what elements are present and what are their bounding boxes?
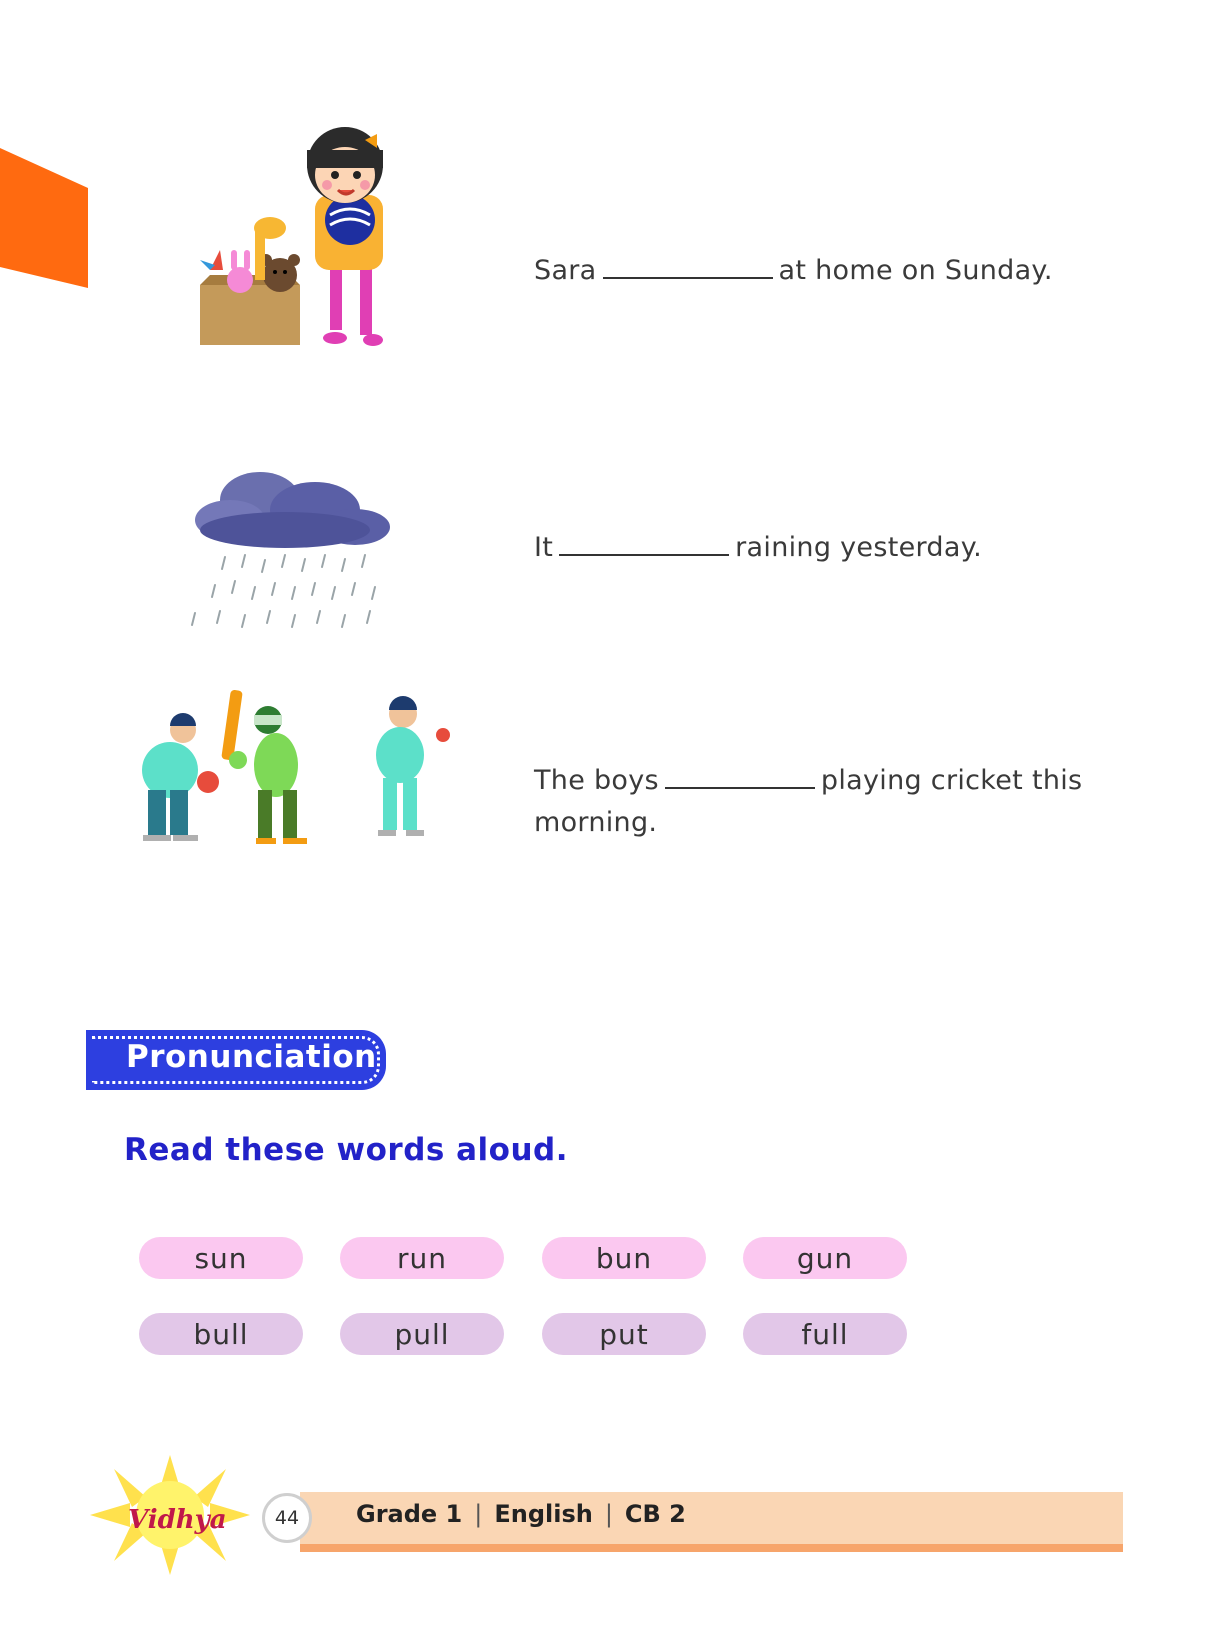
word-pill: bull — [139, 1313, 303, 1355]
answer-blank[interactable] — [603, 257, 773, 279]
section-banner — [86, 1030, 386, 1090]
sentence-end: at home on Sunday. — [778, 255, 1053, 286]
footer-separator: | — [604, 1500, 613, 1528]
exercise-sentence-2 — [534, 527, 982, 569]
word-pill: pull — [340, 1313, 504, 1355]
answer-blank[interactable] — [665, 767, 815, 789]
word-pill: gun — [743, 1237, 907, 1279]
sentence-end: playing cricket this — [820, 765, 1083, 796]
cricket-players-illustration — [128, 690, 468, 855]
sentence-continuation: morning. — [534, 807, 658, 838]
page-number: 44 — [262, 1493, 312, 1543]
word-pill: sun — [139, 1237, 303, 1279]
footer-separator: | — [474, 1500, 483, 1528]
instruction-text: Read these words aloud. — [124, 1132, 569, 1168]
footer-subject: English — [494, 1500, 593, 1528]
logo-text: Vidhya — [128, 1505, 227, 1535]
girl-with-toys-illustration — [195, 120, 395, 350]
footer-book: CB 2 — [624, 1500, 686, 1528]
word-pill: bun — [542, 1237, 706, 1279]
sentence-start: Sara — [534, 255, 597, 286]
word-pill: put — [542, 1313, 706, 1355]
section-title: Pronunciation — [126, 1039, 377, 1075]
footer-grade: Grade 1 — [356, 1500, 463, 1528]
orange-edge-tab — [0, 148, 88, 288]
rain-cloud-illustration — [185, 465, 405, 640]
footer-book-info — [356, 1500, 686, 1528]
word-pill: run — [340, 1237, 504, 1279]
sentence-start: The boys — [534, 765, 659, 796]
answer-blank[interactable] — [559, 534, 729, 556]
exercise-sentence-1 — [534, 250, 1053, 292]
sentence-end: raining yesterday. — [735, 532, 983, 563]
exercise-sentence-3 — [534, 760, 1114, 844]
sentence-start: It — [534, 532, 554, 563]
word-pill: full — [743, 1313, 907, 1355]
